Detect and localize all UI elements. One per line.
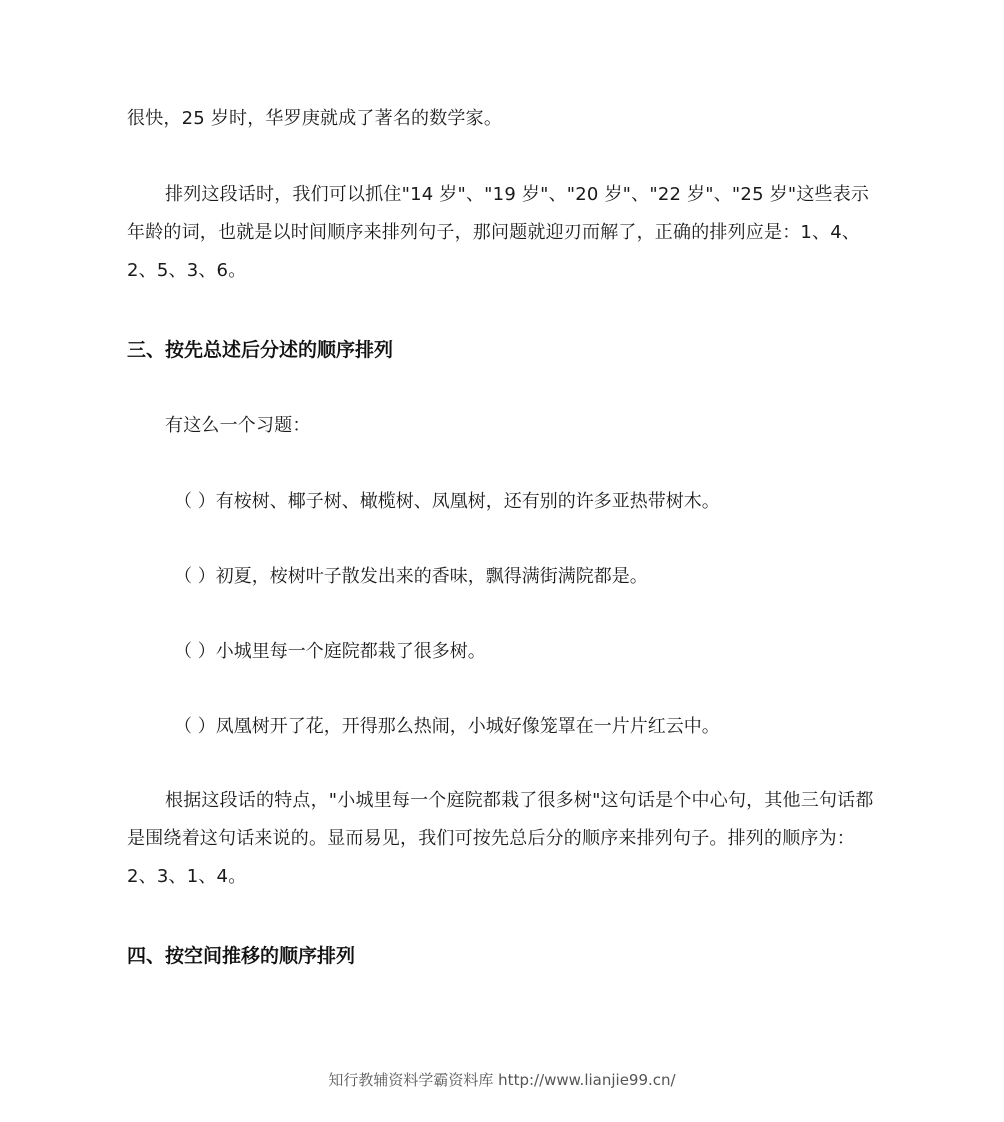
section-heading-three: 三、按先总述后分述的顺序排列	[127, 339, 394, 361]
page-footer: 知行教辅资料学霸资料库 http://www.lianjie99.cn/	[328, 1071, 676, 1089]
section-heading-four: 四、按空间推移的顺序排列	[127, 945, 356, 967]
exercise-option-3: （ ）小城里每一个庭院都栽了很多树。	[174, 641, 486, 662]
paragraph-general-to-specific-explanation: 根据这段话的特点，"小城里每一个庭院都栽了很多树"这句话是个中心句，其他三句话都是围绕着这句话来说的。显而易见，我们可按先总后分的顺序来排列句子。排列的顺序为：2、3、1、4。	[127, 790, 874, 887]
exercise-option-2: （ ）初夏，桉树叶子散发出来的香味，飘得满街满院都是。	[174, 566, 648, 587]
paragraph-exercise-intro: 有这么一个习题：	[165, 415, 311, 436]
exercise-option-1: （ ）有桉树、椰子树、橄榄树、凤凰树，还有别的许多亚热带树木。	[174, 491, 720, 512]
exercise-option-4: （ ）凤凰树开了花，开得那么热闹，小城好像笼罩在一片片红云中。	[174, 716, 720, 737]
paragraph-time-order-explanation: 排列这段话时，我们可以抓住"14 岁"、"19 岁"、"20 岁"、"22 岁"、"25 岁"这些表示年龄的词，也就是以时间顺序来排列句子，那问题就迎刃而解了，正确的排列应是：1、4、2、5、3、6。	[127, 184, 870, 281]
paragraph-hua-luogeng: 很快，25 岁时，华罗庚就成了著名的数学家。	[127, 108, 503, 129]
